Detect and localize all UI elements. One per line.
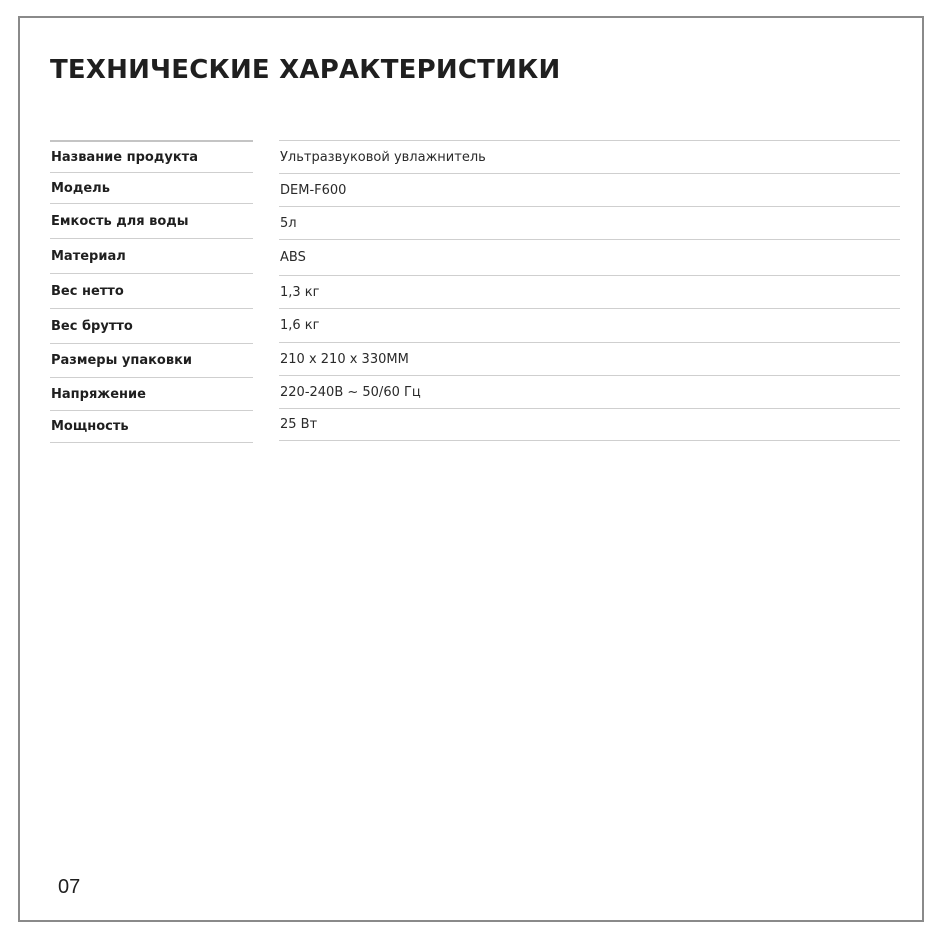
spec-value-gross-weight: 1,6 кг (279, 308, 900, 342)
spec-label-gross-weight: Вес брутто (50, 308, 253, 343)
spec-label-net-weight: Вес нетто (50, 273, 253, 308)
spec-value-column (279, 140, 900, 441)
spec-value-power: 25 Вт (279, 408, 900, 440)
spec-value-water-capacity: 5л (279, 206, 900, 239)
page-frame (18, 16, 924, 922)
spec-value-package-size: 210 х 210 х 330ММ (279, 342, 900, 375)
spec-value-product-name: Ультразвуковой увлажнитель (279, 140, 900, 173)
spec-label-material: Материал (50, 238, 253, 273)
spec-value-model: DEM-F600 (279, 173, 900, 206)
page-title: ТЕХНИЧЕСКИЕ ХАРАКТЕРИСТИКИ (50, 55, 561, 85)
spec-label-column-end (50, 442, 253, 443)
spec-value-voltage: 220-240В ~ 50/60 Гц (279, 375, 900, 408)
spec-label-model: Модель (50, 172, 253, 203)
page-number: 07 (58, 876, 81, 898)
spec-value-column-end (279, 440, 900, 441)
spec-label-product-name: Название продукта (50, 140, 253, 172)
spec-label-power: Мощность (50, 410, 253, 442)
spec-value-net-weight: 1,3 кг (279, 275, 900, 308)
spec-label-column (50, 140, 253, 443)
spec-label-package-size: Размеры упаковки (50, 343, 253, 377)
spec-label-water-capacity: Емкость для воды (50, 203, 253, 238)
spec-value-material: ABS (279, 239, 900, 275)
spec-label-voltage: Напряжение (50, 377, 253, 410)
